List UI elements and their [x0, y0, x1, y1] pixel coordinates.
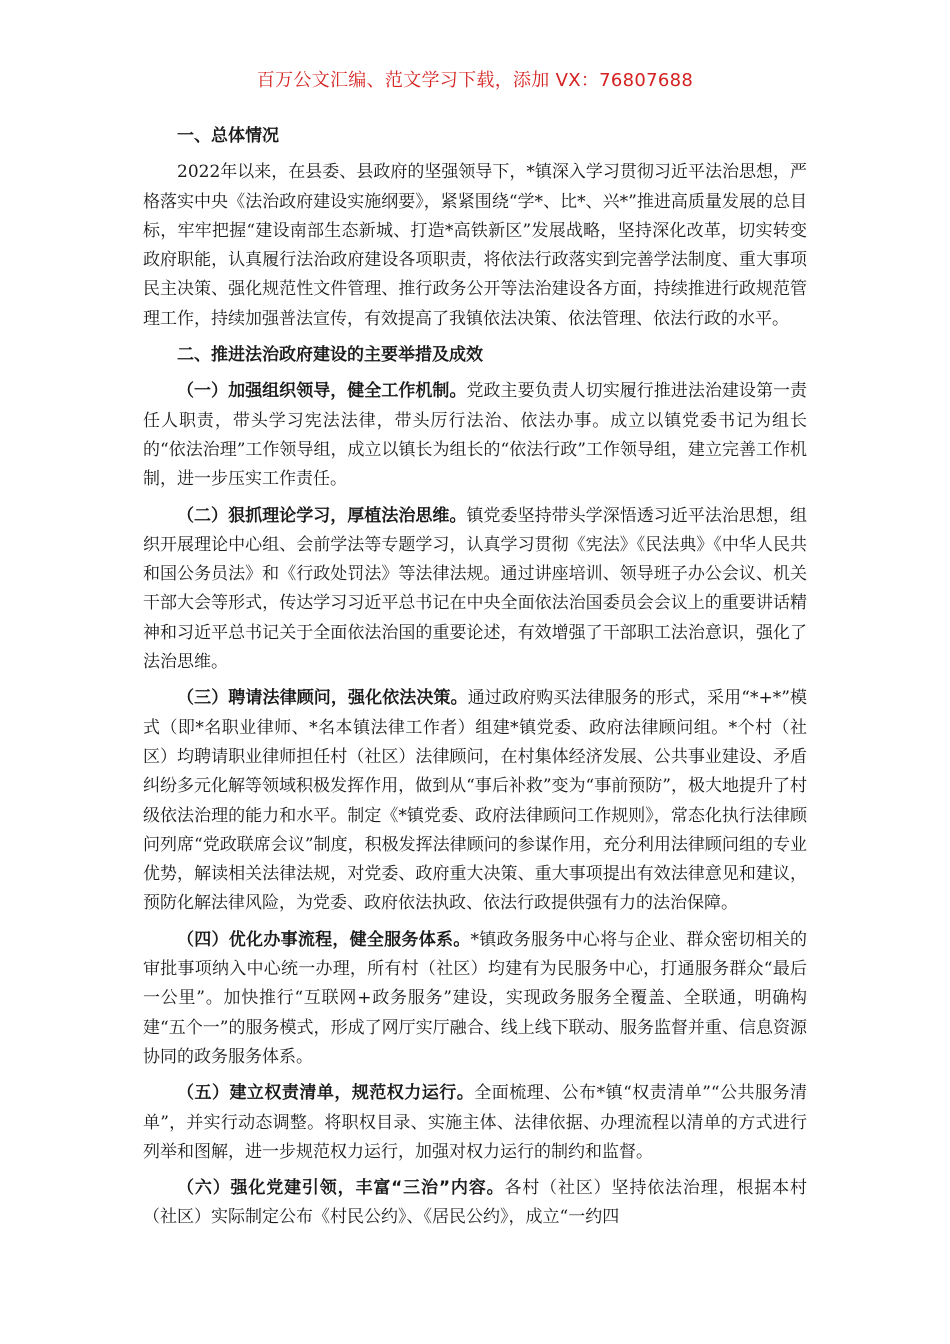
paragraph-text: 全面梳理、公布*镇“权责清单”“公共服务清单”，并实行动态调整。将职权目录、实施主体、法律依据、办理流程以清单的方式进行列举和图解，进一步规范权力运行，加强对权力运行的制约和监督。	[143, 1083, 808, 1162]
section-heading-measures: 二、推进法治政府建设的主要举措及成效	[177, 345, 483, 366]
paragraph-text: 各村（社区）坚持依法治理，根据本村（社区）实际制定公布《村民公约》、《居民公约》，成立“一约四	[143, 1178, 807, 1228]
paragraph-measure-2	[143, 502, 807, 678]
paragraph-measure-3	[143, 684, 807, 918]
paragraph-text: 2022年以来，在县委、县政府的坚强领导下，*镇深入学习贯彻习近平法治思想，严格落实中央《法治政府建设实施纲要》，紧紧围绕“学*、比*、兴*”推进高质量发展的总目标，牢牢把握“建设南部生态新城、打造*高铁新区”发展战略，坚持深化改革，切实转变政府职能，认真履行法治政府建设各项职责，将依法行政落实到完善学法制度、重大事项民主决策、强化规范性文件管理、推行政务公开等法治建设各方面，持续推进行政规范管理工作，持续加强普法宣传，有效提高了我镇依法决策、依法管理、依法行政的水平。	[143, 162, 807, 329]
paragraph-text: 通过政府购买法律服务的形式，采用“*+*”模式（即*名职业律师、*名本镇法律工作者）组建*镇党委、政府法律顾问组。*个村（社区）均聘请职业律师担任村（社区）法律顾问，在村集体经济发展、公共事业建设、矛盾纠纷多元化解等领域积极发挥作用，做到从“事后补救”变为“事前预防”，极大地提升了村级依法治理的能力和水平。制定《*镇党委、政府法律顾问工作规则》，常态化执行法律顾问列席“党政联席会议”制度，积极发挥法律顾问的参谋作用，充分利用法律顾问组的专业优势，解读相关法律法规，对党委、政府重大决策、重大事项提出有效法律意见和建议，预防化解法律风险，为党委、政府依法执政、依法行政提供强有力的法治保障。	[143, 688, 807, 914]
paragraph-text: 镇党委坚持带头学深悟透习近平法治思想，组织开展理论中心组、会前学法等专题学习，认真学习贯彻《宪法》《民法典》《中华人民共和国公务员法》和《行政处罚法》等法律法规。通过讲座培训、领导班子办公会议、机关干部大会等形式，传达学习习近平总书记在中央全面依法治国委员会会议上的重要讲话精神和习近平总书记关于全面依法治国的重要论述，有效增强了干部职工法治意识，强化了法治思维。	[143, 505, 808, 673]
section-heading-overview: 一、总体情况	[177, 126, 279, 146]
document-body	[143, 122, 807, 1240]
paragraph-lead: （四）优化办事流程，健全服务体系。	[177, 929, 471, 950]
paragraph-measure-4	[143, 926, 807, 1072]
paragraph-lead: （六）强化党建引领，丰富“三治”内容。	[177, 1178, 505, 1199]
paragraph-lead: （五）建立权责清单，规范权力运行。	[177, 1083, 475, 1104]
paragraph-text: 党政主要负责人切实履行推进法治建设第一责任人职责，带头学习宪法法律，带头厉行法治、依法办事。成立以镇党委书记为组长的“依法治理”工作领导组，成立以镇长为组长的“依法行政”工作领导组，建立完善工作机制，进一步压实工作责任。	[143, 381, 808, 490]
paragraph-overview	[143, 158, 807, 334]
paragraph-lead: （二）狠抓理论学习，厚植法治思维。	[177, 505, 467, 526]
promo-banner: 百万公文汇编、范文学习下载，添加 VX：76807688	[256, 70, 694, 91]
paragraph-measure-6	[143, 1174, 807, 1233]
paragraph-measure-5	[143, 1079, 807, 1167]
paragraph-text: *镇政务服务中心将与企业、群众密切相关的审批事项纳入中心统一办理，所有村（社区）均建有为民服务中心，打通服务群众“最后一公里”。加快推行“互联网+政务服务”建设，实现政务服务全覆盖、全联通，明确构建“五个一”的服务模式，形成了网厅实厅融合、线上线下联动、服务监督并重、信息资源协同的政务服务体系。	[143, 929, 808, 1067]
paragraph-lead: （三）聘请法律顾问，强化依法决策。	[177, 688, 468, 709]
paragraph-measure-1	[143, 377, 807, 494]
paragraph-lead: （一）加强组织领导，健全工作机制。	[177, 381, 467, 402]
